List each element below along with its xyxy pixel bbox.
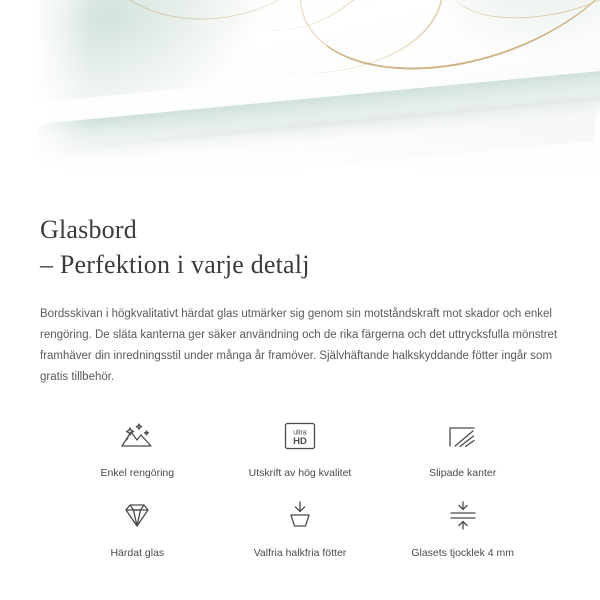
description-paragraph: Bordsskivan i högkvalitativt härdat glas utmärker sig genom sin motståndskraft mot skador och enkel rengöring. De släta kanterna ger säker användning och de rika färgerna och det uttrycksfulla mönstret framhäver din inredningsstil under många år framöver. Självhäftande halkskyddande fötter ingår som gratis tillbehör. xyxy=(40,308,558,383)
feature-item xyxy=(56,494,219,560)
feature-label: Utskrift av hög kvalitet xyxy=(248,467,352,479)
hero-bottom-fade xyxy=(0,126,600,196)
page-title-line-1: Glasbord xyxy=(40,215,137,244)
green-tint-right xyxy=(421,0,600,66)
feature-label: Härdat glas xyxy=(110,547,165,559)
ultra-hd-icon xyxy=(278,414,322,458)
thickness-arrows-icon xyxy=(441,494,485,538)
feature-item xyxy=(219,414,382,480)
page-title-line-2: – Perfektion i varje detalj xyxy=(40,250,310,279)
feature-label: Valfria halkfria fötter xyxy=(253,547,347,559)
feature-item xyxy=(381,414,544,480)
polished-edges-icon xyxy=(441,414,485,458)
diamond-icon xyxy=(115,494,159,538)
sparkle-cloth-icon xyxy=(115,414,159,458)
hero-product-image xyxy=(0,0,600,196)
feature-label: Enkel rengöring xyxy=(100,467,175,479)
feature-label: Slipade kanter xyxy=(429,467,497,479)
description-content xyxy=(0,196,600,560)
feature-item xyxy=(219,494,382,560)
feature-grid xyxy=(40,414,560,560)
feature-label: Glasets tjocklek 4 mm xyxy=(411,547,515,559)
svg-text:HD: HD xyxy=(293,436,307,447)
anti-slip-feet-icon xyxy=(278,494,322,538)
feature-item xyxy=(56,414,219,480)
page-title xyxy=(40,212,560,282)
svg-text:ultra: ultra xyxy=(293,429,307,437)
feature-item xyxy=(381,494,544,560)
